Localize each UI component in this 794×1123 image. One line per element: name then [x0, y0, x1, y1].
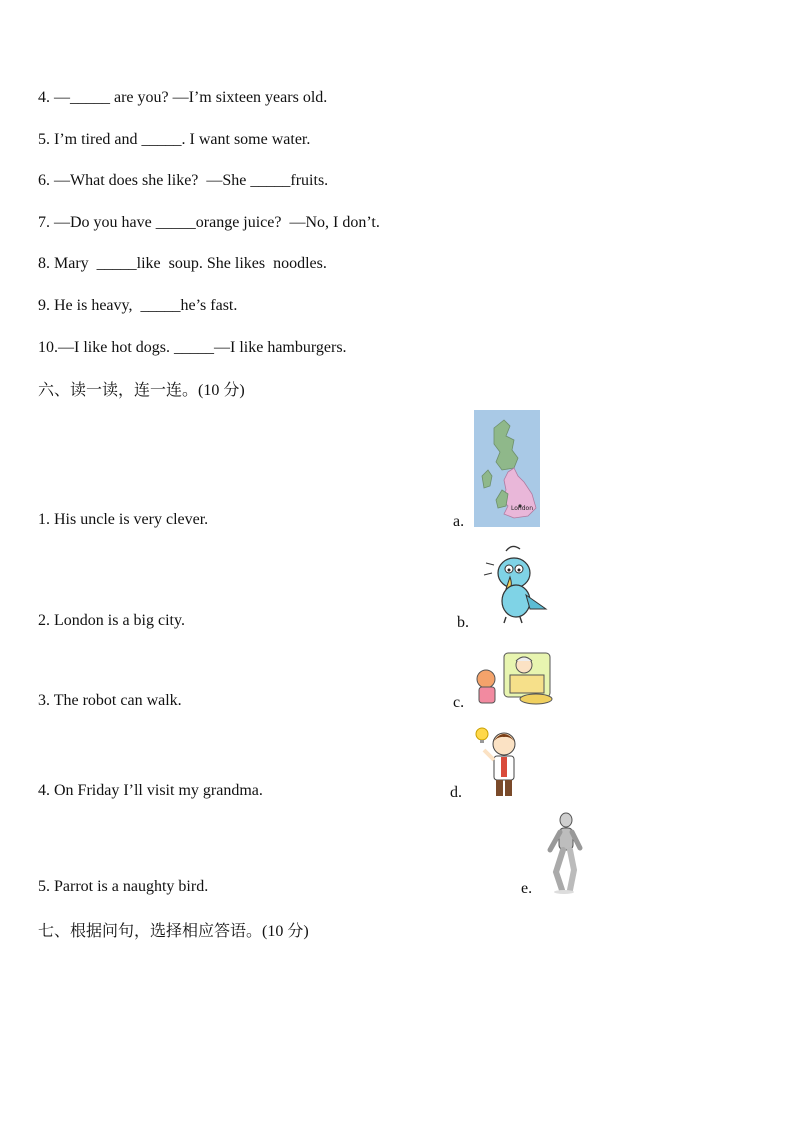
parrot-image [476, 543, 552, 627]
match-letter-a: a. [453, 513, 465, 530]
match-sentence-4: 4. On Friday I’ll visit my grandma. [38, 782, 263, 799]
match-letter-b: b. [457, 614, 469, 631]
match-letter-d: d. [450, 784, 462, 801]
question-8: 8. Mary _____like soup. She likes noodles. [38, 255, 327, 272]
question-7: 7. —Do you have _____orange juice? —No, I don’t. [38, 214, 380, 231]
section-6-heading: 六、读一读，连一连。(10 分) [38, 382, 245, 399]
question-4: 4. —_____ are you? —I’m sixteen years old. [38, 89, 328, 106]
map-label: London [511, 505, 533, 512]
grandma-in-bed-image [474, 645, 556, 707]
match-sentence-5: 5. Parrot is a naughty bird. [38, 878, 209, 895]
match-sentence-1: 1. His uncle is very clever. [38, 511, 209, 528]
map-of-britain-image [474, 410, 540, 527]
match-sentence-3: 3. The robot can walk. [38, 692, 182, 709]
match-letter-e: e. [521, 880, 533, 897]
question-10: 10.—I like hot dogs. _____—I like hamburgers. [38, 339, 347, 356]
section-7-heading: 七、根据问句，选择相应答语。(10 分) [38, 923, 309, 940]
match-letter-c: c. [453, 694, 465, 711]
question-5: 5. I’m tired and _____. I want some water. [38, 131, 311, 148]
clever-boy-image [472, 724, 528, 802]
question-9: 9. He is heavy, _____he’s fast. [38, 297, 238, 314]
match-sentence-2: 2. London is a big city. [38, 612, 185, 629]
walking-robot-image [540, 812, 588, 896]
question-6: 6. —What does she like? —She _____fruits. [38, 172, 329, 189]
